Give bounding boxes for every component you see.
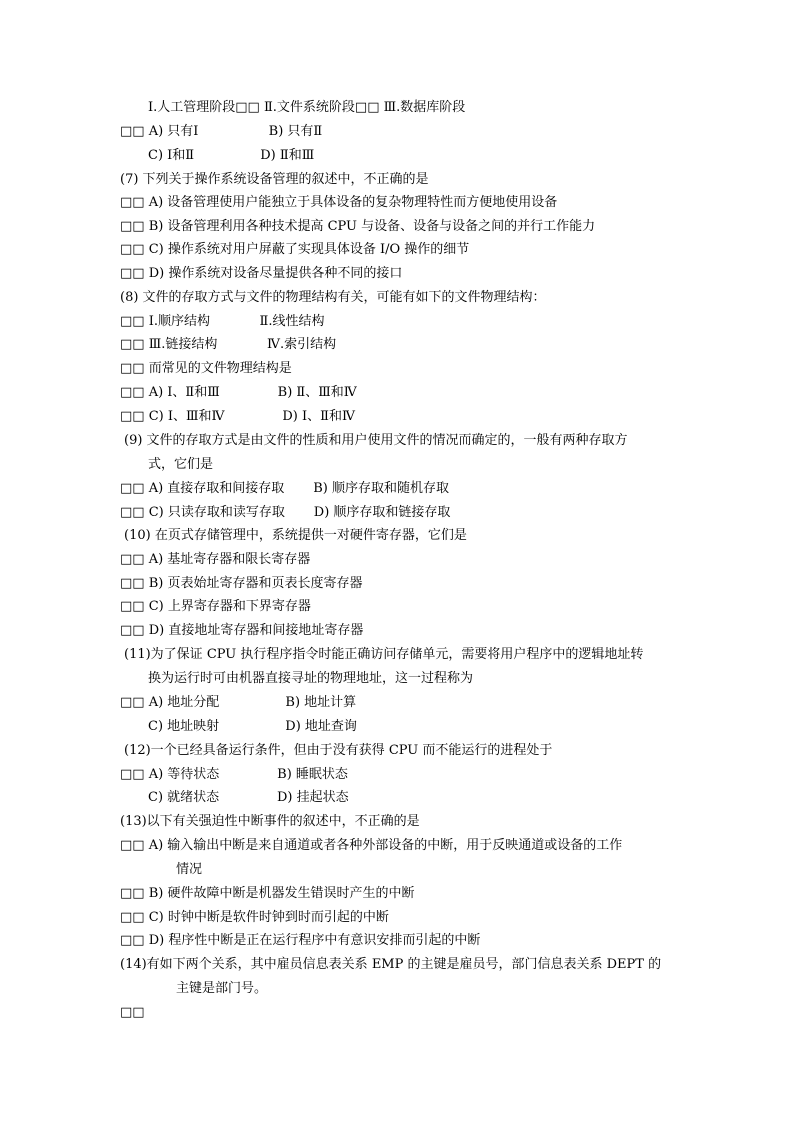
text-line: 情况: [176, 862, 203, 877]
text-line: C) Ⅰ和Ⅱ D) Ⅱ和Ⅲ: [148, 148, 315, 163]
text-line: □□ A) 直接存取和间接存取 B) 顺序存取和随机存取: [120, 481, 449, 496]
text-line: □□ C) 上界寄存器和下界寄存器: [120, 599, 311, 614]
text-line: □□ 而常见的文件物理结构是: [120, 361, 292, 376]
text-line: (7) 下列关于操作系统设备管理的叙述中，不正确的是: [120, 172, 429, 187]
text-line: □□ A) Ⅰ、Ⅱ和Ⅲ B) Ⅱ、Ⅲ和Ⅳ: [120, 385, 357, 400]
text-line: □□ B) 硬件故障中断是机器发生错误时产生的中断: [120, 886, 415, 901]
text-line: 主键是部门号。: [176, 981, 268, 996]
text-line: □□ Ⅲ.链接结构 Ⅳ.索引结构: [120, 337, 337, 352]
text-line: C) 地址映射 D) 地址查询: [148, 719, 357, 734]
text-line: □□ C) 操作系统对用户屏蔽了实现具体设备 I/O 操作的细节: [120, 242, 470, 257]
text-line: □□ C) 时钟中断是软件时钟到时而引起的中断: [120, 910, 389, 925]
text-line: □□ D) 直接地址寄存器和间接地址寄存器: [120, 623, 364, 638]
text-line: □□ B) 设备管理利用各种技术提高 CPU 与设备、设备与设备之间的并行工作能力: [120, 219, 596, 234]
text-line: 换为运行时可由机器直接寻址的物理地址，这一过程称为: [148, 671, 474, 686]
text-line: □□ Ⅰ.顺序结构 Ⅱ.线性结构: [120, 314, 325, 329]
text-line: □□ B) 页表始址寄存器和页表长度寄存器: [120, 576, 363, 591]
text-line: C) 就绪状态 D) 挂起状态: [148, 790, 349, 805]
text-line: □□ C) Ⅰ、Ⅲ和Ⅳ D) Ⅰ、Ⅱ和Ⅳ: [120, 409, 355, 424]
text-line: (11)为了保证 CPU 执行程序指令时能正确访问存储单元，需要将用户程序中的逻辑地址转: [124, 647, 644, 662]
text-line: (10) 在页式存储管理中，系统提供一对硬件寄存器，它们是: [124, 528, 467, 543]
text-line: Ⅰ.人工管理阶段□□ Ⅱ.文件系统阶段□□ Ⅲ.数据库阶段: [148, 100, 466, 115]
text-line: (14)有如下两个关系，其中雇员信息表关系 EMP 的主键是雇员号，部门信息表关系 DEPT 的: [120, 957, 662, 972]
text-line: 式，它们是: [148, 457, 214, 472]
text-line: (8) 文件的存取方式与文件的物理结构有关，可能有如下的文件物理结构：: [120, 290, 546, 305]
text-line: □□ A) 输入输出中断是来自通道或者各种外部设备的中断，用于反映通道或设备的工作: [120, 838, 623, 853]
text-line: □□ A) 等待状态 B) 睡眠状态: [120, 767, 348, 782]
text-line: (13)以下有关强迫性中断事件的叙述中，不正确的是: [120, 814, 420, 829]
text-line: □□ A) 只有Ⅰ B) 只有Ⅱ: [120, 124, 323, 139]
text-line: □□ A) 地址分配 B) 地址计算: [120, 695, 357, 710]
text-line: □□ A) 设备管理使用户能独立于具体设备的复杂物理特性而方便地使用设备: [120, 195, 558, 210]
text-line: □□ C) 只读存取和读写存取 D) 顺序存取和链接存取: [120, 505, 451, 520]
text-line: (9) 文件的存取方式是由文件的性质和用户使用文件的情况而确定的，一般有两种存取方: [124, 433, 628, 448]
text-line: □□ A) 基址寄存器和限长寄存器: [120, 552, 311, 567]
text-line: □□ D) 程序性中断是正在运行程序中有意识安排而引起的中断: [120, 933, 481, 948]
text-line: (12)一个已经具备运行条件，但由于没有获得 CPU 而不能运行的进程处于: [124, 743, 553, 758]
text-line: □□ D) 操作系统对设备尽量提供各种不同的接口: [120, 266, 403, 281]
text-line: □□: [120, 1005, 145, 1020]
